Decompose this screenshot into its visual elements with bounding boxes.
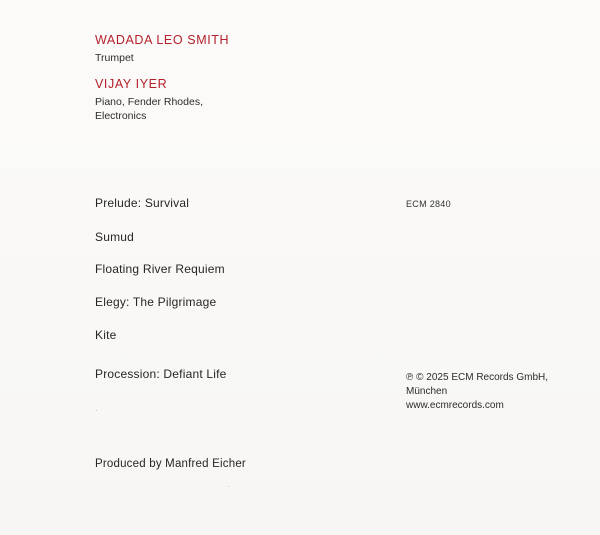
track-procession-defiant-life: Procession: Defiant Life — [95, 367, 227, 381]
track-floating-river-requiem: Floating River Requiem — [95, 262, 225, 276]
musician-role-vijay-iyer-line-1: Piano, Fender Rhodes, — [95, 96, 203, 108]
musician-name-wadada-leo-smith: WADADA LEO SMITH — [95, 33, 230, 47]
musician-role-vijay-iyer-line-2: Electronics — [95, 110, 147, 122]
copyright-block — [406, 371, 548, 413]
track-kite: Kite — [95, 328, 117, 342]
paper-speck — [96, 410, 97, 411]
track-elegy-the-pilgrimage: Elegy: The Pilgrimage — [95, 295, 217, 309]
website-link[interactable]: www.ecmrecords.com — [406, 400, 504, 411]
copyright-city: München — [406, 386, 448, 397]
track-sumud: Sumud — [95, 230, 135, 244]
musician-name-vijay-iyer: VIJAY IYER — [95, 77, 168, 91]
paper-speck — [228, 486, 229, 487]
producer-credit: Produced by Manfred Eicher — [95, 458, 246, 470]
catalog-number: ECM 2840 — [406, 199, 451, 209]
musician-role-wadada-leo-smith: Trumpet — [95, 52, 134, 64]
copyright-line: ℗ © 2025 ECM Records GmbH, — [406, 372, 549, 383]
track-prelude-survival: Prelude: Survival — [95, 196, 190, 210]
